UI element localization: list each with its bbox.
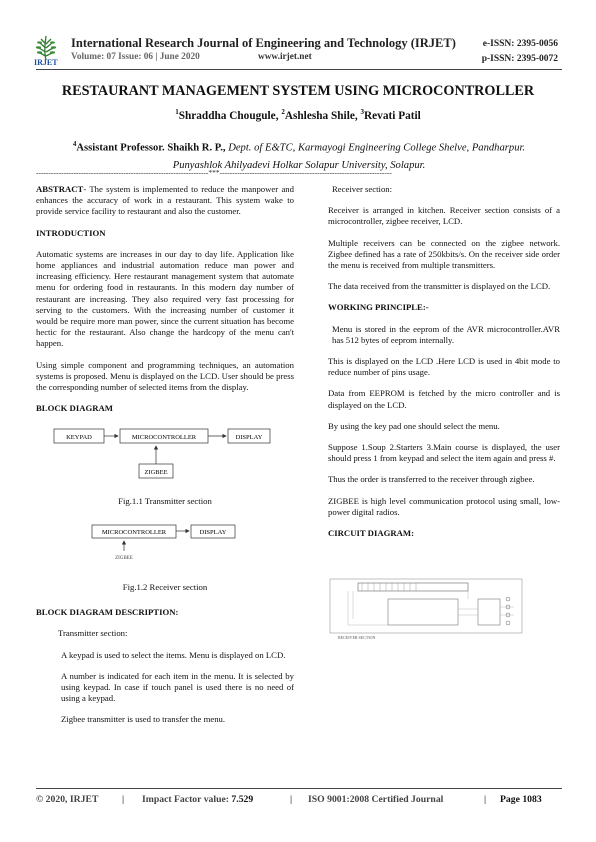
wp-paragraph: Suppose 1.Soup 2.Starters 3.Main course is displayed, the user should press 1 from keypad and select the item again and press #. xyxy=(328,442,560,464)
tx-paragraph: A keypad is used to select the items. Menu is displayed on LCD. xyxy=(61,649,286,660)
tx-paragraph: A number is indicated for each item in the menu. It is selected by using keypad. In case if touch panel is used there is no need of using a keypad. xyxy=(61,670,294,704)
p-issn: p-ISSN: 2395-0072 xyxy=(481,54,558,64)
footer-iso: ISO 9001:2008 Certified Journal xyxy=(308,794,444,805)
abstract-text: - The system is implemented to reduce the manpower and enhances the accuracy of work in a restaurant. This system wake to provide service facility to restaurant and also the customer. xyxy=(36,184,294,217)
header-rule xyxy=(36,69,562,70)
display-label: DISPLAY xyxy=(235,434,263,442)
author-sup: 3 xyxy=(360,108,364,116)
affil-university: Punyashlok Ahilyadevi Holkar Solapur University, Solapur. xyxy=(172,159,426,171)
journal-header xyxy=(0,0,596,70)
receiver-block-diagram xyxy=(36,521,294,575)
author-name: Shraddha Chougule, xyxy=(178,109,282,122)
wp-paragraph: Data from EEPROM is fetched by the micro controller and is displayed on the LCD. xyxy=(328,388,560,410)
tx-paragraph: Zigbee transmitter is used to transfer the menu. xyxy=(61,714,226,725)
footer-separator: | xyxy=(290,794,293,805)
author-name: Revati Patil xyxy=(364,109,421,122)
display-label: DISPLAY xyxy=(199,528,227,536)
footer-separator: | xyxy=(122,794,125,805)
intro-paragraph: Automatic systems are increases in our day to day life. Application like home appliances and industrial automation reduce man power and increasing efficiency. Here restaurant management system that automate menu for ordering food in restaurants. In this modern day number of restaurant are increasing. They also required very fast processing for serving to the customers. With the increasing number of customer it would be require more man power, since the current situation has become hectic for the restaurant. Also change the hardcopy of the menu can't happen. xyxy=(36,248,294,349)
receiver-label: Receiver section: xyxy=(332,184,393,194)
wp-paragraph: Menu is stored in the eeprom of the AVR microcontroller.AVR has 512 bytes of eeprom internally. xyxy=(332,323,560,345)
affil-dept: Dept. of E&TC, Karmayogi Engineering College Shelve, Pandharpur. xyxy=(225,142,526,154)
author-sup: 1 xyxy=(175,108,179,116)
paper-title: RESTAURANT MANAGEMENT SYSTEM USING MICROCONTROLLER xyxy=(61,83,535,99)
wp-paragraph: ZIGBEE is high level communication protocol using small, low-power digital radios. xyxy=(328,495,560,517)
impact-label: Impact Factor value: xyxy=(142,794,229,805)
journal-title: International Research Journal of Engineering and Technology (IRJET) xyxy=(71,36,456,50)
affil-author: Assistant Professor. Shaikh R. P., xyxy=(76,142,226,154)
wp-paragraph: This is displayed on the LCD .Here LCD is used in 4bit mode to reduce number of pins usage. xyxy=(328,356,560,378)
author-list xyxy=(0,108,596,122)
footer-separator: | xyxy=(484,794,487,805)
volume-info: Volume: 07 Issue: 06 | June 2020 xyxy=(71,52,200,62)
zigbee-label: ZIGBEE xyxy=(115,555,133,561)
bdd-heading: BLOCK DIAGRAM DESCRIPTION: xyxy=(36,607,179,618)
block-diagram-heading: BLOCK DIAGRAM xyxy=(36,403,113,414)
footer-page-number: Page 1083 xyxy=(500,794,542,805)
issn-block xyxy=(482,37,558,67)
affil-sup: 4 xyxy=(72,140,77,148)
circuit-diagram-heading: CIRCUIT DIAGRAM: xyxy=(328,528,414,539)
right-column xyxy=(328,184,560,652)
wp-paragraph: Thus the order is transferred to the receiver through zigbee. xyxy=(328,474,535,485)
circuit-caption: RECEIVER SECTION xyxy=(338,635,376,641)
mcu-label: MICROCONTROLLER xyxy=(101,528,167,536)
zigbee-label: ZIGBEE xyxy=(144,469,168,477)
intro-paragraph: Using simple component and programming techniques, an automation systems is proposed. Menu is displayed on the LCD. User should be press the corresponding number of selected items from the display. xyxy=(36,359,294,393)
footer-rule xyxy=(36,788,562,789)
transmitter-block-diagram xyxy=(36,424,294,488)
mcu-label: MICROCONTROLLER xyxy=(131,434,197,442)
intro-heading: INTRODUCTION xyxy=(36,227,106,238)
wp-paragraph: By using the key pad one should select the menu. xyxy=(328,420,500,431)
rx-paragraph: Multiple receivers can be connected on the zigbee network. Zigbee defined has a rate of 250kbits/s. On the receiver side order the menu is received from multiple transmitters. xyxy=(328,237,560,271)
figure-caption: Fig.1.2 Receiver section xyxy=(122,582,208,593)
logo-text: IRJET xyxy=(34,58,58,67)
author-name: Ashlesha Shile, xyxy=(284,109,361,122)
footer-copyright: © 2020, IRJET xyxy=(36,794,99,805)
impact-value: 7.529 xyxy=(231,794,254,805)
journal-website-link[interactable]: www.irjet.net xyxy=(258,52,312,62)
abstract-label: ABSTRACT xyxy=(36,184,84,194)
footer-impact xyxy=(142,794,253,805)
figure-caption: Fig.1.1 Transmitter section xyxy=(118,495,212,506)
abstract xyxy=(36,184,294,218)
transmitter-label: Transmitter section: xyxy=(58,628,128,639)
e-issn: e-ISSN: 2395-0056 xyxy=(482,39,558,49)
keypad-label: KEYPAD xyxy=(66,434,92,442)
rx-paragraph: Receiver is arranged in kitchen. Receiver section consists of a microcontroller, zigbee receiver, LCD. xyxy=(328,205,560,227)
author-sup: 2 xyxy=(281,108,285,116)
rx-paragraph: The data received from the transmitter is displayed on the LCD. xyxy=(328,281,551,292)
section-separator: ---------------------------------------------------------------------***--------------------------------------------------------------------- xyxy=(36,168,392,177)
working-principle-heading: WORKING PRINCIPLE:- xyxy=(328,302,429,313)
left-column xyxy=(36,184,294,736)
circuit-diagram-image xyxy=(328,569,528,649)
